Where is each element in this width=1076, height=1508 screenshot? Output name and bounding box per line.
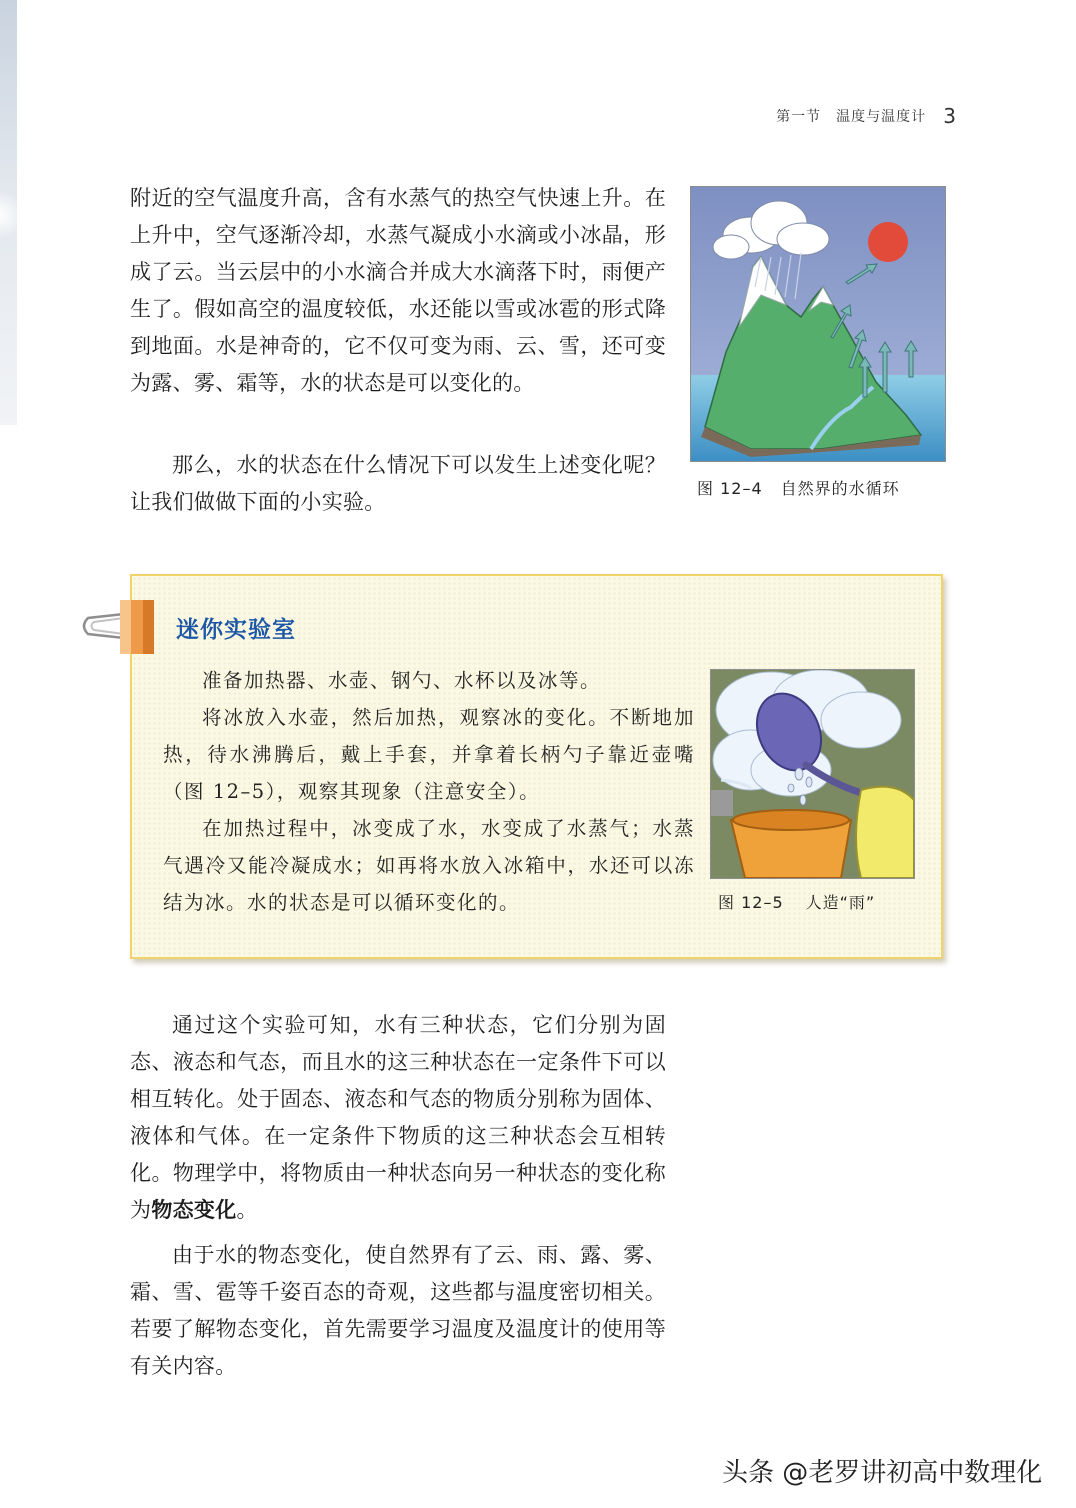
- figure-12-4-caption: [697, 476, 900, 499]
- paragraph-text: 通过这个实验可知，水有三种状态，它们分别为固态、液态和气态，而且水的这三种状态在一定条件下可以相互转化。处于固态、液态和气态的物质分别称为固体、液体和气体。在一定条件下物质的这三种状态会互相转化。物理学中，将物质由一种状态向另一种状态的变化称为: [130, 1013, 666, 1222]
- body-paragraph-3: [130, 1007, 666, 1229]
- mini-lab-paragraph-3: 在加热过程中，冰变成了水，水变成了水蒸气；水蒸气遇冷又能冷凝成水；如再将水放入冰箱中，水还可以冻结为冰。水的状态是可以循环变化的。: [163, 817, 695, 914]
- figure-title: 自然界的水循环: [780, 479, 900, 498]
- figure-number: 图 12–5: [718, 893, 784, 912]
- key-term: 物态变化: [151, 1198, 237, 1222]
- figure-title: 人造“雨”: [805, 893, 876, 912]
- intro-paragraph-1: 附近的空气温度升高，含有水蒸气的热空气快速上升。在上升中，空气逐渐冷却，水蒸气凝成小水滴或小冰晶，形成了云。当云层中的小水滴合并成大水滴落下时，雨便产生了。假如高空的温度较低，水还能以雪或冰雹的形式降到地面。水是神奇的，它不仅可变为雨、云、雪，还可变为露、雾、霜等，水的状态是可以变化的。: [130, 186, 666, 395]
- intro-paragraph-2: 那么，水的状态在什么情况下可以发生上述变化呢？让我们做做下面的小实验。: [130, 453, 666, 514]
- body-paragraph-4: 由于水的物态变化，使自然界有了云、雨、露、雾、霜、雪、雹等千姿百态的奇观，这些都与温度密切相关。若要了解物态变化，首先需要学习温度及温度计的使用等有关内容。: [130, 1243, 666, 1378]
- mini-lab-title: 迷你实验室: [176, 617, 296, 643]
- artificial-rain-illustration: [710, 669, 915, 879]
- page-number: 3: [943, 104, 956, 128]
- paragraph-end: 。: [236, 1198, 258, 1222]
- water-cycle-illustration: [690, 186, 946, 462]
- mini-lab-text: [163, 662, 695, 921]
- left-margin-strip: [0, 0, 17, 425]
- watermark: 头条 @老罗讲初高中数理化: [722, 1458, 1043, 1488]
- figure-12-5-caption: [718, 890, 875, 913]
- figure-number: 图 12–4: [697, 479, 763, 498]
- section-title: 第一节 温度与温度计: [776, 109, 927, 125]
- mini-lab-paragraph-1: 准备加热器、水壶、钢勺、水杯以及冰等。: [202, 669, 602, 692]
- binder-clip-icon: [78, 596, 160, 658]
- running-head: [700, 104, 956, 128]
- mini-lab-paragraph-2: 将冰放入水壶，然后加热，观察冰的变化。不断地加热，待水沸腾后，戴上手套，并拿着长柄勺子靠近壶嘴（图 12–5），观察其现象（注意安全）。: [163, 706, 695, 803]
